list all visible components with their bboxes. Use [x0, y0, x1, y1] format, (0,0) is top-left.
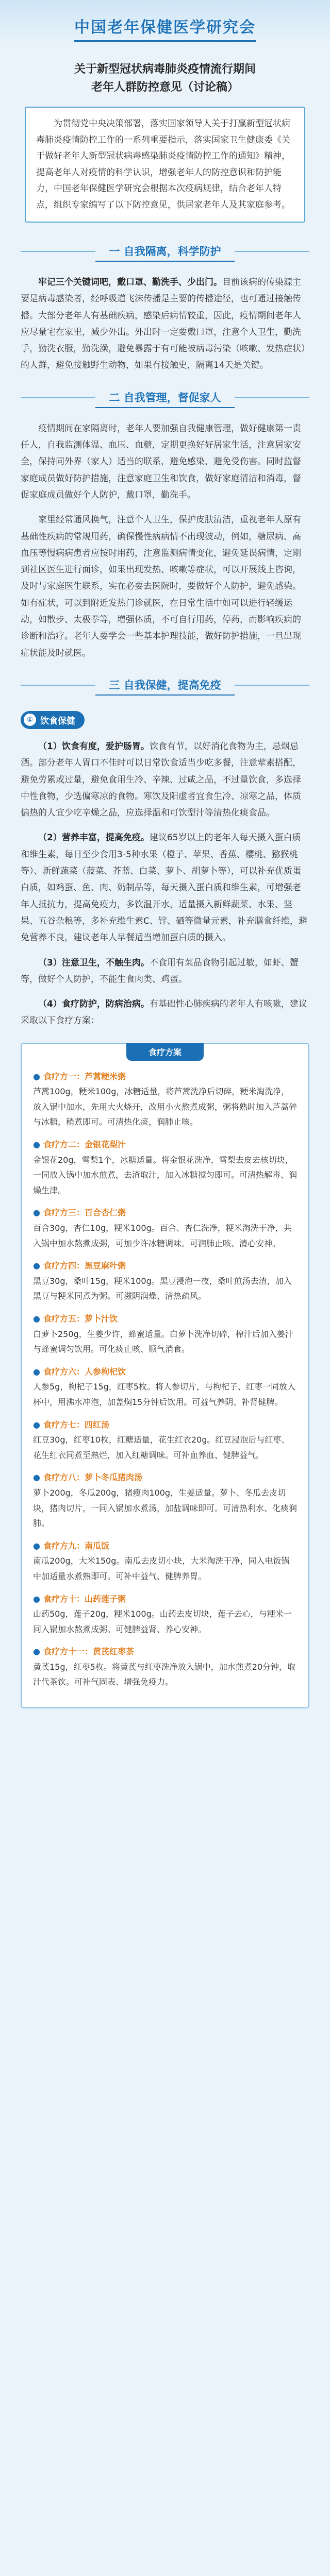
- recipe-name-text: 食疗方八：萝卜冬瓜猪肉汤: [43, 1472, 142, 1483]
- paragraph: [21, 274, 309, 374]
- recipe-name: [33, 1591, 297, 1607]
- recipe-item: [33, 1311, 297, 1357]
- org-title: 中国老年保健医学研究会: [74, 14, 256, 42]
- paragraph-text: 建议65岁以上的老年人每天摄入蛋白质和维生素，每日至少食用3-5种水果（橙子、苹果、香蕉、樱桃、猕猴桃等）、新鲜蔬菜（菠菜、芥蓝、白菜、萝卜、胡萝卜等），可以补充优质蛋白质，如鸡蛋、鱼、肉、奶制品等，每天摄入蛋白质和维生素，可增强老年人抵抗力，提高免疫力，多饮温开水，适量摄入新鲜蔬菜、水果、坚果、五谷杂粮等，多补充维生素C、锌、硒等微量元素，补充膳食纤维，避免营养不良，建议老年人早餐适当增加蛋白质的摄入。: [21, 833, 307, 943]
- paragraph-lead: （1）饮食有度，爱护肠胃。: [38, 741, 150, 752]
- recipe-name-text: 食疗方三：百合杏仁粥: [43, 1208, 126, 1218]
- recipe-item: [33, 1258, 297, 1304]
- recipe-name-text: 食疗方二：金银花梨汁: [43, 1140, 126, 1150]
- recipe-name-text: 食疗方五：萝卜汁饮: [43, 1314, 118, 1324]
- recipe-item: [33, 1591, 297, 1637]
- recipe-body: 山药50g，莲子20g，粳米100g。山药去皮切块，莲子去心，与粳米一同入锅加水熬煮成粥。可健脾益肾、养心安神。: [33, 1609, 292, 1634]
- header: [0, 0, 330, 47]
- content: [0, 107, 330, 1708]
- recipe-item: [33, 1364, 297, 1410]
- recipe-body: 芦蒿100g，粳米100g，冰糖适量，将芦蒿洗净后切碎，粳米淘洗净，放入锅中加水，先用大火烧开，改用小火熬煮成粥，粥将熟时加入芦蒿碎与冰糖，稍煮即可。可清热化痰，润肺止咳。: [33, 1087, 298, 1127]
- paragraph-lead: 牢记三个关键词吧，戴口罩、勤洗手、少出门。: [38, 277, 222, 287]
- paragraph-text: 家里经常通风换气，注意个人卫生，保护皮肤清洁，重视老年人原有基础性疾病的常规用药，确保慢性病病情不出现波动，例如，糖尿病、高血压等慢病病患者应按时用药，注意监测病情变化，避免延误病情，定期到社区医生进行面诊，如果出现发热、咳嗽等症状，可以开展线上咨询，及时与家庭医生联系，实在必要去医院时，要做好个人防护，避免感染。如有症状，可以到附近发热门诊就医，在日常生活中如可以进行轻缓运动，如散步、太极拳等，增强体质，不可自行用药，停药，而影响疾病的诊断和治疗。老年人要学会一些基本护理技能，做好防护措施，一旦出现症状能及时就医。: [21, 515, 301, 658]
- recipe-body: 黑豆30g，桑叶15g，粳米100g。黑豆浸泡一夜，桑叶煎汤去渣，加入黑豆与粳米同煮为粥。可滋阴润燥、清热疏风。: [33, 1276, 292, 1301]
- paragraph: [21, 829, 309, 946]
- recipe-card: [21, 1043, 309, 1708]
- paragraph-lead: （4）食疗防护，防病治病。: [38, 999, 150, 1010]
- recipe-name: [33, 1644, 297, 1659]
- recipe-tab-title: 食疗方案: [126, 1043, 204, 1061]
- recipe-name: [33, 1364, 297, 1380]
- paragraph-text: 目前该病的传染源主要是病毒感染者，经呼吸道飞沫传播是主要的传播途径，也可通过接触传播。大部分老年人有基础疾病，感染后病情较重，因此，疫情期间老年人应尽量宅在家里，减少外出。外出时一定要戴口罩，注意个人卫生，勤洗手，勤洗衣服，勤洗澡，避免暴露于有可能被病毒污染（咳嗽、发热症状）的人群，避免接触野生动物，如果有接触史，隔离14天是关键。: [21, 277, 306, 371]
- paragraph-lead: （2）营养丰富，提高免疫。: [38, 833, 150, 843]
- recipe-body: 黄芪15g，红枣5枚。将黄芪与红枣洗净放入锅中，加水煎煮20分钟，取汁代茶饮。可补气固表、增强免疫力。: [33, 1662, 296, 1687]
- recipe-item: [33, 1538, 297, 1584]
- section-divider-right: [235, 251, 309, 252]
- paragraph: [21, 738, 309, 821]
- recipe-name: [33, 1205, 297, 1221]
- section-heading-2: [21, 387, 309, 408]
- recipe-name: [33, 1311, 297, 1327]
- recipe-list: [33, 1069, 297, 1690]
- paragraph: [21, 512, 309, 662]
- section-title: 二 自我管理，督促家人: [95, 387, 234, 408]
- bullet-icon: ●: [33, 1366, 40, 1377]
- intro-box: 为贯彻党中央决策部署，落实国家领导人关于打赢新型冠状病毒肺炎疫情防控工作的一系列重要指示，落实国家卫生健康委《关于做好老年人新型冠状病毒感染肺炎疫情防控工作的通知》精神，提高老年人对疫情的科学认识，增强老年人的防控意识和防护能力，中国老年保健医学研究会根据本次疫病规律，结合老年人特点，组织专家编写了以下防控意见，供居家老年人及其家庭参考。: [25, 107, 305, 223]
- paragraph-text: 不食用有菜品食物引起过敏，如虾、蟹等，做好个人防护，不能生食肉类、鸡蛋。: [21, 957, 299, 985]
- badge-label: 饮食保健: [40, 716, 75, 726]
- paragraph: [21, 420, 309, 503]
- recipe-name: [33, 1137, 297, 1153]
- document-title: 关于新型冠状病毒肺炎疫情流行期间 老年人群防控意见（讨论稿）: [74, 63, 256, 94]
- bullet-icon: ●: [33, 1314, 40, 1324]
- recipe-name-text: 食疗方四：黑豆麻叶粥: [43, 1261, 126, 1271]
- recipe-item: [33, 1137, 297, 1198]
- number-one-icon: ①: [24, 714, 36, 726]
- diet-health-badge: [21, 711, 85, 729]
- section-divider-left: [21, 251, 95, 252]
- section-title: 一 自我隔离，科学防护: [95, 241, 234, 262]
- recipe-body: 萝卜200g，冬瓜200g，猪瘦肉100g，生姜适量。萝卜、冬瓜去皮切块，猪肉切片，一同入锅加水煮汤，加盐调味即可。可清热利水、化痰润肺。: [33, 1487, 298, 1529]
- paragraph-text: 饮食有节，以好消化食物为主，忌烟忌酒。部分老年人胃口不佳时可以日常饮食适当少吃多餐，注意荤素搭配，避免劳累或过量，避免食用生冷、辛辣、过咸之品，不过量饮食，多选择中性食物，少选偏寒凉的食物。寒饮及阳虚者宜食生冷、凉寒之品，体质偏热的人宜少吃辛燥之品，应选择温和可饮型汁等清热化痰食品。: [21, 741, 301, 819]
- recipe-name-text: 食疗方一：芦蒿粳米粥: [43, 1071, 126, 1081]
- paragraph-text: 有基础性心肺疾病的老年人有咳嗽，建议采取以下食疗方案：: [21, 999, 307, 1026]
- bottom-spacer: [0, 1729, 330, 1750]
- bullet-icon: ●: [33, 1540, 40, 1551]
- recipe-name-text: 食疗方六：人参枸杞饮: [43, 1366, 126, 1377]
- recipe-name: [33, 1470, 297, 1485]
- bullet-icon: ●: [33, 1594, 40, 1604]
- section-divider-right: [235, 685, 309, 686]
- recipe-item: [33, 1470, 297, 1531]
- bullet-icon: ●: [33, 1071, 40, 1081]
- recipe-item: [33, 1417, 297, 1463]
- recipe-name-text: 食疗方九：南瓜饭: [43, 1540, 109, 1551]
- paragraph-text: 疫情期间在家隔离时，老年人要加强自我健康管理，做好健康第一责任人，自我监测体温、血压、血糖，定期更换好好居家生活，注意居家安全，保持同外界（家人）适当的联系，避免感染，避免受伤害。同时监督家庭成员做好防护措施，注意家庭卫生和饮食，做好家庭清洁和消毒，督促家庭成员做好个人防护，戴口罩，勤洗手。: [21, 423, 301, 500]
- recipe-name-text: 食疗方十一：黄芪红枣茶: [43, 1647, 134, 1657]
- section-divider-right: [235, 397, 309, 398]
- recipe-body: 金银花20g，雪梨1个，冰糖适量。将金银花洗净，雪梨去皮去核切块，一同放入锅中加水煎煮，去渣取汁，加入冰糖搅匀即可。可清热解毒、润燥生津。: [33, 1155, 298, 1195]
- bullet-icon: ●: [33, 1419, 40, 1430]
- recipe-body: 白萝卜250g，生姜少许，蜂蜜适量。白萝卜洗净切碎，榨汁后加入姜汁与蜂蜜调匀饮用。可化痰止咳、顺气消食。: [33, 1329, 293, 1354]
- recipe-item: [33, 1644, 297, 1690]
- bullet-icon: ●: [33, 1140, 40, 1150]
- bullet-icon: ●: [33, 1261, 40, 1271]
- section-divider-left: [21, 397, 95, 398]
- recipe-name-text: 食疗方十：山药莲子粥: [43, 1594, 126, 1604]
- recipe-name-text: 食疗方七：四红汤: [43, 1419, 109, 1430]
- section-title: 三 自我保健，提高免疫: [95, 675, 234, 696]
- section-heading-1: [21, 241, 309, 262]
- recipe-name: [33, 1538, 297, 1554]
- recipe-body: 南瓜200g，大米150g。南瓜去皮切小块，大米淘洗干净，同入电饭锅中加适量水煮熟即可。可补中益气、健脾养胃。: [33, 1556, 290, 1581]
- bullet-icon: ●: [33, 1647, 40, 1657]
- recipe-item: [33, 1069, 297, 1130]
- paragraph: [21, 955, 309, 988]
- bullet-icon: ●: [33, 1472, 40, 1483]
- recipe-name: [33, 1258, 297, 1274]
- recipe-body: 百合30g，杏仁10g，粳米100g。百合、杏仁洗净，粳米淘洗干净，共入锅中加水熬煮成粥，可加少许冰糖调味。可润肺止咳、清心安神。: [33, 1223, 292, 1248]
- paragraph: [21, 996, 309, 1029]
- recipe-body: 人参5g，枸杞子15g，红枣5枚。将人参切片，与枸杞子、红枣一同放入杯中，用沸水冲泡，加盖焖15分钟后饮用。可益气养阴、补肾健脾。: [33, 1382, 296, 1407]
- bullet-icon: ●: [33, 1208, 40, 1218]
- recipe-body: 红豆30g，红枣10枚，红糖适量，花生红衣20g。红豆浸泡后与红枣、花生红衣同煮至熟烂，加入红糖调味。可补血养血、健脾益气。: [33, 1435, 290, 1460]
- section-heading-3: [21, 675, 309, 696]
- recipe-name: [33, 1069, 297, 1084]
- recipe-item: [33, 1205, 297, 1251]
- section-divider-left: [21, 685, 95, 686]
- paragraph-lead: （3）注意卫生，不触生肉。: [38, 957, 150, 968]
- recipe-name: [33, 1417, 297, 1433]
